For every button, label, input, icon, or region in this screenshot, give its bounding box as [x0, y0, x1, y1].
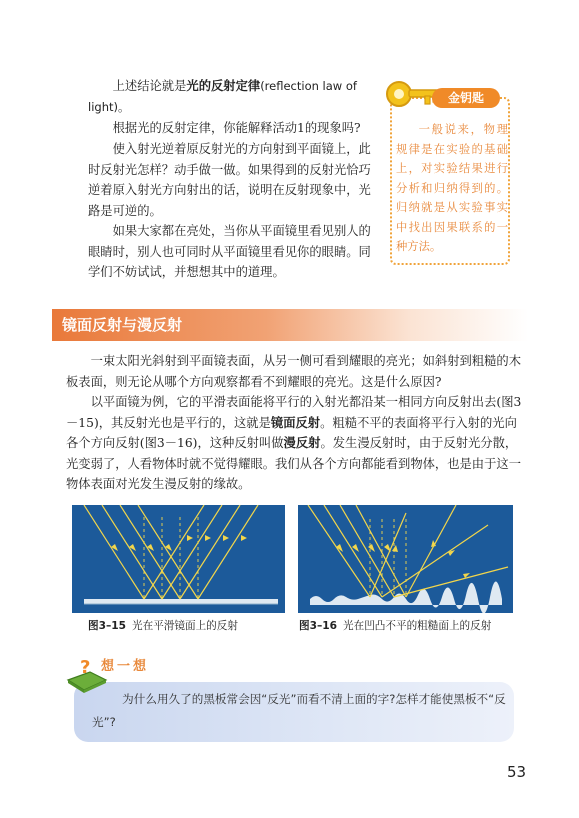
key-sidebar-title: 金钥匙 [432, 88, 500, 108]
figure-caption-3-15: 图3–15 光在平滑镜面上的反射 [88, 620, 238, 632]
paragraph-sunlight: 一束太阳光斜射到平面镜表面，从另一侧可看到耀眼的亮光；如斜射到粗糙的木板表面，则无论从哪个方向观察都看不到耀眼的亮光。这是什么原因? [66, 354, 521, 389]
term-reflection-law: 光的反射定律 [186, 79, 261, 93]
page-number: 53 [507, 763, 527, 781]
key-sidebar-text: 一般说来，物理规律是在实验的基础上，对实验结果进行分析和归纳得到的。归纳就是从实验事实中找出因果联系的一种方法。 [396, 123, 508, 253]
paragraph-question: 根据光的反射定律，你能解释活动1的现象吗? [112, 121, 361, 135]
think-title: 想一想 [101, 659, 150, 674]
think-question: 为什么用久了的黑板常会因“反光”而看不清上面的字?怎样才能使黑板不“反光”? [92, 692, 506, 729]
paragraph-mirror-eyes: 如果大家都在亮处，当你从平面镜里看见别人的眼睛时，别人也可同时从平面镜里看见你的眼睛。同学们不妨试试，并想想其中的道理。 [88, 224, 371, 279]
figure-diffuse-reflection [298, 505, 513, 613]
svg-text:?: ? [80, 657, 91, 678]
paragraph-reflection-law: 上述结论就是光的反射定律(reflection law of light)。 [88, 79, 357, 114]
figure-specular-reflection [72, 505, 285, 613]
term-diffuse: 漫反射 [283, 436, 321, 450]
figure-caption-3-16: 图3–16 光在凹凸不平的粗糙面上的反射 [299, 620, 492, 632]
section-title: 镜面反射与漫反射 [62, 316, 183, 334]
paragraph-specular-diffuse: 以平面镜为例，它的平滑表面能将平行的入射光都沿某一相同方向反射出去(图3－15)，其反射光也是平行的，这就是镜面反射。粗糙不平的表面将平行入射的光向各个方向反射(图3－16)，这种反射叫做漫反射。发生漫反射时，由于反射光分散，光变弱了，人看物体时就不觉得耀眼。我们从各个方向都能看到物体，也是由于这一物体表面对光发生漫反射的缘故。 [66, 395, 522, 491]
paragraph-reversible-path: 使入射光逆着原反射光的方向射到平面镜上，此时反射光怎样？动手做一做。如果得到的反射光恰巧逆着原入射光方向射出的话，说明在反射现象中，光路是可逆的。 [88, 142, 371, 218]
term-specular: 镜面反射 [270, 415, 321, 430]
